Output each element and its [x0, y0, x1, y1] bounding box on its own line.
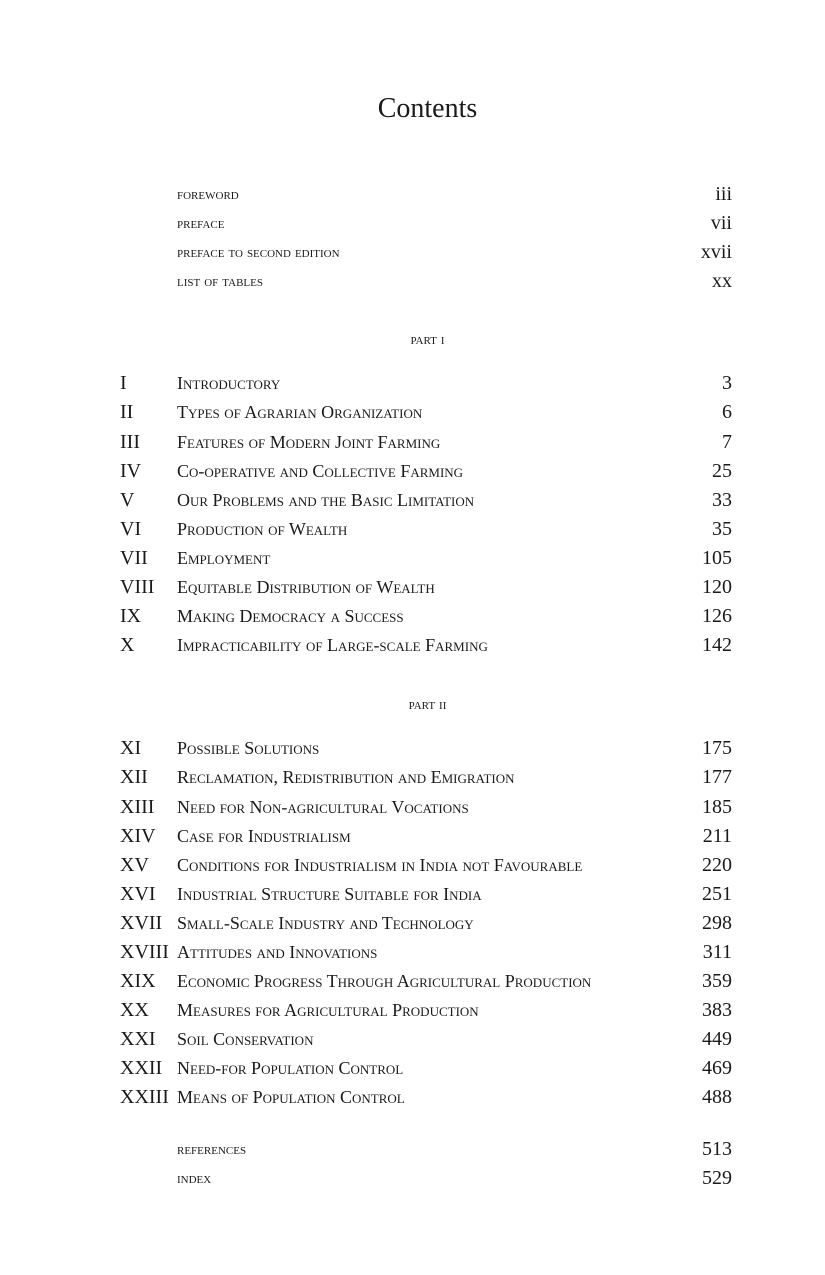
entry-label: list of tables [177, 273, 263, 290]
entry-label: references [177, 1141, 247, 1158]
chapter-number: II [120, 401, 134, 423]
part-heading: part i [410, 331, 445, 348]
chapter-title: Features of Modern Joint Farming [177, 432, 441, 452]
chapter-title: Reclamation, Redistribution and Emigration [177, 767, 515, 787]
chapter-title: Employment [177, 548, 271, 568]
chapter-row [0, 938, 825, 967]
chapter-page: 311 [702, 941, 732, 963]
chapter-page: 142 [702, 634, 732, 656]
chapter-number: XVII [120, 912, 163, 934]
chapter-row [0, 967, 825, 996]
chapter-row [0, 734, 825, 763]
chapter-number: XII [120, 766, 148, 788]
chapter-title: Measures for Agricultural Production [177, 1000, 479, 1020]
chapter-title: Making Democracy a Success [177, 606, 404, 626]
chapter-number: XIX [120, 970, 156, 992]
chapter-title: Means of Population Control [177, 1087, 405, 1107]
chapter-title: Conditions for Industrialism in India not Favourable [177, 855, 583, 875]
chapter-title: Soil Conservation [177, 1029, 314, 1049]
chapter-number: VI [120, 518, 142, 540]
chapter-title: Case for Industrialism [177, 826, 351, 846]
chapter-page: 469 [702, 1057, 732, 1079]
chapter-row [0, 369, 825, 398]
chapter-number: VIII [120, 576, 155, 598]
chapter-title: Co-operative and Collective Farming [177, 461, 464, 481]
chapter-row [0, 1025, 825, 1054]
entry-page: xx [712, 270, 732, 292]
chapter-page: 6 [722, 401, 732, 423]
toc-entry-references [0, 1135, 825, 1164]
chapter-title: Our Problems and the Basic Limitation [177, 490, 475, 510]
chapter-row [0, 909, 825, 938]
chapter-page: 7 [722, 431, 732, 453]
chapter-number: XIII [120, 796, 155, 818]
chapter-page: 220 [702, 854, 732, 876]
chapter-row [0, 1083, 825, 1112]
chapter-title: Introductory [177, 373, 281, 393]
toc-entry-index [0, 1164, 825, 1193]
chapter-page: 488 [702, 1086, 732, 1108]
entry-label: preface [177, 215, 225, 232]
chapter-title: Need-for Population Control [177, 1058, 404, 1078]
chapter-row [0, 793, 825, 822]
chapter-page: 449 [702, 1028, 732, 1050]
entry-page: vii [710, 212, 732, 234]
entry-page: 513 [702, 1138, 732, 1160]
chapter-number: X [120, 634, 135, 656]
chapter-row [0, 763, 825, 792]
chapter-row [0, 631, 825, 660]
chapter-number: V [120, 489, 135, 511]
chapter-page: 211 [702, 825, 732, 847]
chapter-page: 359 [702, 970, 732, 992]
chapter-number: XI [120, 737, 142, 759]
chapter-title: Economic Progress Through Agricultural Production [177, 971, 592, 991]
chapter-title: Equitable Distribution of Wealth [177, 577, 435, 597]
entry-label: foreword [177, 186, 239, 203]
chapter-title: Small-Scale Industry and Technology [177, 913, 474, 933]
chapter-title: Production of Wealth [177, 519, 348, 539]
entry-page: iii [715, 183, 732, 205]
entry-page: xvii [700, 241, 732, 263]
chapter-row [0, 822, 825, 851]
toc-entry-preface [0, 209, 825, 238]
chapter-title: Types of Agrarian Organization [177, 402, 423, 422]
chapter-row [0, 880, 825, 909]
chapter-row [0, 573, 825, 602]
chapter-number: IX [120, 605, 142, 627]
chapter-number: XVI [120, 883, 156, 905]
toc-entry-list-of-tables [0, 267, 825, 296]
chapter-number: VII [120, 547, 148, 569]
chapter-row [0, 486, 825, 515]
chapter-row [0, 457, 825, 486]
chapter-row [0, 996, 825, 1025]
chapter-title: Possible Solutions [177, 738, 320, 758]
chapter-page: 298 [702, 912, 732, 934]
chapter-page: 383 [702, 999, 732, 1021]
chapter-page: 177 [702, 766, 732, 788]
chapter-number: IV [120, 460, 142, 482]
chapter-number: XV [120, 854, 149, 876]
chapter-page: 126 [702, 605, 732, 627]
chapter-number: XXIII [120, 1086, 169, 1108]
chapter-page: 35 [712, 518, 732, 540]
toc-entry-preface-second-edition [0, 238, 825, 267]
chapter-page: 33 [712, 489, 732, 511]
toc-entry-foreword [0, 180, 825, 209]
entry-label: preface to second edition [177, 244, 340, 261]
chapter-page: 120 [702, 576, 732, 598]
chapter-row [0, 544, 825, 573]
chapter-row [0, 398, 825, 427]
chapter-number: XXII [120, 1057, 163, 1079]
chapter-page: 251 [702, 883, 732, 905]
chapter-row [0, 1054, 825, 1083]
chapter-number: XVIII [120, 941, 169, 963]
part-heading: part ii [408, 696, 447, 713]
page-title: Contents [377, 93, 478, 124]
chapter-page: 3 [722, 372, 732, 394]
chapter-title: Need for Non-agricultural Vocations [177, 797, 469, 817]
chapter-number: I [120, 372, 127, 394]
entry-page: 529 [702, 1167, 732, 1189]
chapter-number: XX [120, 999, 149, 1021]
chapter-title: Impracticability of Large-scale Farming [177, 635, 488, 655]
chapter-title: Attitudes and Innovations [177, 942, 378, 962]
chapter-row [0, 515, 825, 544]
chapter-row [0, 851, 825, 880]
entry-label: index [177, 1170, 212, 1187]
chapter-number: XIV [120, 825, 156, 847]
chapter-page: 185 [702, 796, 732, 818]
chapter-number: III [120, 431, 140, 453]
chapter-number: XXI [120, 1028, 156, 1050]
chapter-page: 25 [712, 460, 732, 482]
chapter-row [0, 428, 825, 457]
chapter-row [0, 602, 825, 631]
chapter-title: Industrial Structure Suitable for India [177, 884, 482, 904]
chapter-page: 105 [702, 547, 732, 569]
chapter-page: 175 [702, 737, 732, 759]
